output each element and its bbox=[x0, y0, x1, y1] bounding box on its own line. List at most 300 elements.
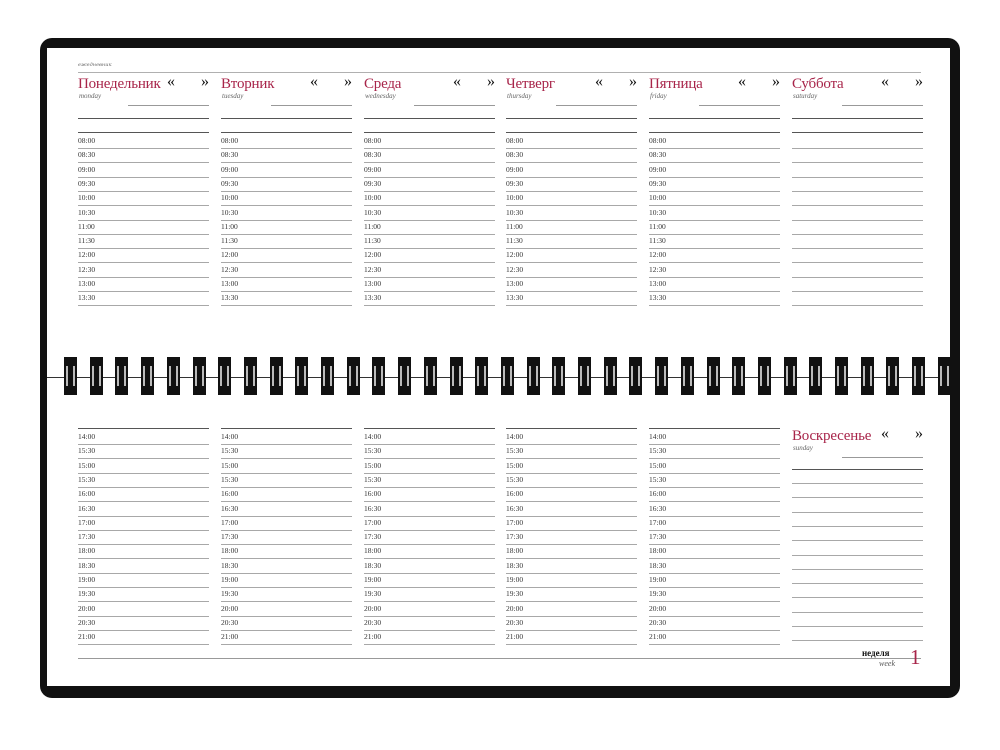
time-slot-label: 20:00 bbox=[649, 603, 667, 613]
time-slot-line[interactable] bbox=[221, 205, 352, 206]
time-slot-line[interactable] bbox=[506, 573, 637, 574]
time-slot-line[interactable] bbox=[792, 262, 923, 263]
time-slot-label: 14:00 bbox=[506, 432, 524, 441]
time-slot-line[interactable] bbox=[506, 587, 637, 588]
time-slot-line[interactable] bbox=[649, 191, 780, 192]
time-slot-label: 12:30 bbox=[221, 264, 239, 274]
day-column bbox=[506, 428, 637, 658]
time-slot-line[interactable] bbox=[792, 205, 923, 206]
day-title: Четверг bbox=[506, 76, 555, 92]
ring-wire bbox=[426, 366, 435, 386]
time-slot-line[interactable] bbox=[364, 305, 495, 306]
time-slot-line[interactable] bbox=[506, 205, 637, 206]
time-slot-label: 10:30 bbox=[221, 207, 239, 217]
time-slot-label: 10:00 bbox=[364, 193, 382, 203]
time-slot-line[interactable] bbox=[792, 234, 923, 235]
time-slot-label: 15:00 bbox=[221, 460, 239, 470]
time-slot-label: 21:00 bbox=[649, 632, 667, 642]
time-slot-line[interactable] bbox=[78, 544, 209, 545]
time-slot-line[interactable] bbox=[78, 177, 209, 178]
time-slot-line[interactable] bbox=[649, 630, 780, 631]
time-slot-line[interactable] bbox=[78, 630, 209, 631]
time-slot-line[interactable] bbox=[221, 630, 352, 631]
time-slot-label: 15:00 bbox=[506, 460, 524, 470]
notes-line bbox=[221, 132, 352, 133]
time-slot-line[interactable] bbox=[364, 148, 495, 149]
ring-wire bbox=[631, 366, 640, 386]
time-slot-line[interactable] bbox=[649, 177, 780, 178]
day-subtitle: sunday bbox=[793, 444, 813, 452]
time-slot-line[interactable] bbox=[78, 516, 209, 517]
time-slot-line[interactable] bbox=[364, 473, 495, 474]
notes-line bbox=[649, 132, 780, 133]
time-slot-label: 09:30 bbox=[78, 178, 96, 188]
notes-line[interactable] bbox=[792, 569, 923, 570]
day-column bbox=[364, 428, 495, 658]
time-slot-line[interactable] bbox=[649, 501, 780, 502]
time-slot-line[interactable] bbox=[221, 444, 352, 445]
time-slot-line[interactable] bbox=[364, 558, 495, 559]
time-slot-line[interactable] bbox=[649, 444, 780, 445]
time-slot-label: 11:30 bbox=[364, 236, 381, 246]
notes-line bbox=[78, 118, 209, 119]
time-slot-line[interactable] bbox=[506, 616, 637, 617]
time-slot-line[interactable] bbox=[364, 248, 495, 249]
time-slot-label: 17:00 bbox=[649, 517, 667, 527]
notes-line[interactable] bbox=[792, 555, 923, 556]
binding-ring bbox=[372, 357, 385, 395]
time-slot-label: 08:30 bbox=[649, 150, 667, 160]
notes-line[interactable] bbox=[792, 526, 923, 527]
next-day-arrow[interactable]: » bbox=[344, 73, 352, 90]
time-slot-label: 16:00 bbox=[506, 489, 524, 499]
time-slot-line[interactable] bbox=[78, 248, 209, 249]
time-slot-line[interactable] bbox=[221, 530, 352, 531]
time-slot-label: 10:30 bbox=[506, 207, 524, 217]
binding-ring bbox=[707, 357, 720, 395]
ring-wire bbox=[863, 366, 872, 386]
time-slot-line[interactable] bbox=[78, 205, 209, 206]
time-slot-line[interactable] bbox=[649, 220, 780, 221]
time-slot-line[interactable] bbox=[649, 205, 780, 206]
time-slot-line[interactable] bbox=[649, 305, 780, 306]
time-slot-line[interactable] bbox=[506, 601, 637, 602]
time-slot-line[interactable] bbox=[649, 544, 780, 545]
time-slot-label: 15:00 bbox=[649, 460, 667, 470]
time-slot-line[interactable] bbox=[78, 220, 209, 221]
time-slot-line[interactable] bbox=[78, 305, 209, 306]
ring-wire bbox=[143, 366, 152, 386]
time-slot-line[interactable] bbox=[78, 234, 209, 235]
time-slot-line[interactable] bbox=[364, 630, 495, 631]
ring-wire bbox=[400, 366, 409, 386]
time-slot-line[interactable] bbox=[649, 148, 780, 149]
binding-ring bbox=[604, 357, 617, 395]
time-slot-line[interactable] bbox=[78, 573, 209, 574]
binding-ring bbox=[501, 357, 514, 395]
time-slot-line[interactable] bbox=[364, 162, 495, 163]
time-slot-line[interactable] bbox=[221, 501, 352, 502]
time-slot-label: 09:30 bbox=[364, 178, 382, 188]
time-slot-line[interactable] bbox=[364, 501, 495, 502]
time-slot-line[interactable] bbox=[221, 177, 352, 178]
time-slot-label: 16:30 bbox=[649, 503, 667, 513]
binding-ring bbox=[835, 357, 848, 395]
time-slot-label: 16:00 bbox=[221, 489, 239, 499]
time-slot-label: 18:00 bbox=[649, 546, 667, 556]
time-slot-line[interactable] bbox=[221, 458, 352, 459]
time-slot-line[interactable] bbox=[364, 277, 495, 278]
time-slot-line[interactable] bbox=[78, 644, 209, 645]
binding-ring bbox=[784, 357, 797, 395]
ring-wire bbox=[580, 366, 589, 386]
time-slot-line[interactable] bbox=[78, 291, 209, 292]
time-slot-line[interactable] bbox=[78, 262, 209, 263]
time-slot-line[interactable] bbox=[221, 148, 352, 149]
time-slot-line[interactable] bbox=[364, 262, 495, 263]
notes-line[interactable] bbox=[792, 512, 923, 513]
time-slot-line[interactable] bbox=[221, 162, 352, 163]
time-slot-label: 20:30 bbox=[78, 617, 96, 627]
time-slot-label: 15:30 bbox=[364, 474, 382, 484]
notes-line bbox=[792, 132, 923, 133]
time-slot-label: 09:00 bbox=[649, 164, 667, 174]
time-slot-label: 18:30 bbox=[649, 560, 667, 570]
header-rule bbox=[842, 457, 923, 458]
ring-wire bbox=[477, 366, 486, 386]
time-slot-label: 20:00 bbox=[78, 603, 96, 613]
binding-ring bbox=[886, 357, 899, 395]
day-column bbox=[506, 74, 637, 314]
time-slot-line[interactable] bbox=[364, 291, 495, 292]
prev-day-arrow[interactable]: « bbox=[453, 73, 461, 90]
time-slot-line[interactable] bbox=[506, 544, 637, 545]
binding-ring bbox=[758, 357, 771, 395]
notes-line[interactable] bbox=[792, 612, 923, 613]
binding-ring bbox=[861, 357, 874, 395]
time-slot-label: 12:00 bbox=[221, 250, 239, 260]
prev-day-arrow[interactable]: « bbox=[881, 425, 889, 442]
time-slot-label: 19:30 bbox=[649, 589, 667, 599]
time-slot-line[interactable] bbox=[506, 458, 637, 459]
time-slot-line[interactable] bbox=[221, 487, 352, 488]
notes-line[interactable] bbox=[792, 483, 923, 484]
time-slot-label: 09:30 bbox=[506, 178, 524, 188]
time-slot-line[interactable] bbox=[506, 162, 637, 163]
time-slot-line[interactable] bbox=[221, 558, 352, 559]
time-slot-line[interactable] bbox=[221, 305, 352, 306]
time-slot-line[interactable] bbox=[649, 277, 780, 278]
time-slot-line[interactable] bbox=[506, 148, 637, 149]
prev-day-arrow[interactable]: « bbox=[310, 73, 318, 90]
day-title: Понедельник bbox=[78, 76, 161, 92]
time-slot-line[interactable] bbox=[221, 587, 352, 588]
time-slot-line[interactable] bbox=[649, 248, 780, 249]
ring-wire bbox=[888, 366, 897, 386]
time-slot-line[interactable] bbox=[78, 601, 209, 602]
time-slot-label: 13:00 bbox=[78, 279, 96, 288]
time-slot-line[interactable] bbox=[364, 616, 495, 617]
prev-day-arrow[interactable]: « bbox=[595, 73, 603, 90]
ring-wire bbox=[529, 366, 538, 386]
time-slot-label: 18:30 bbox=[221, 560, 239, 570]
time-slot-line[interactable] bbox=[78, 473, 209, 474]
prev-day-arrow[interactable]: « bbox=[881, 73, 889, 90]
time-slot-line[interactable] bbox=[78, 530, 209, 531]
day-subtitle: saturday bbox=[793, 92, 818, 100]
time-slot-label: 13:30 bbox=[78, 293, 96, 303]
time-slot-line[interactable] bbox=[364, 444, 495, 445]
time-slot-line[interactable] bbox=[506, 277, 637, 278]
time-slot-line[interactable] bbox=[78, 458, 209, 459]
time-slot-line[interactable] bbox=[649, 262, 780, 263]
time-slot-line[interactable] bbox=[221, 516, 352, 517]
time-slot-line[interactable] bbox=[506, 191, 637, 192]
ring-wire bbox=[734, 366, 743, 386]
notes-line bbox=[792, 118, 923, 119]
ring-wire bbox=[169, 366, 178, 386]
time-slot-line[interactable] bbox=[792, 291, 923, 292]
time-slot-line[interactable] bbox=[78, 148, 209, 149]
time-slot-line[interactable] bbox=[364, 487, 495, 488]
time-slot-line[interactable] bbox=[649, 487, 780, 488]
time-slot-label: 15:30 bbox=[221, 474, 239, 484]
binding-ring bbox=[321, 357, 334, 395]
time-slot-label: 17:30 bbox=[506, 532, 524, 542]
time-slot-label: 11:00 bbox=[649, 221, 666, 231]
time-slot-label: 09:00 bbox=[221, 164, 239, 174]
time-slot-line[interactable] bbox=[364, 587, 495, 588]
day-title: Пятница bbox=[649, 76, 703, 92]
time-slot-line[interactable] bbox=[78, 558, 209, 559]
time-slot-line[interactable] bbox=[221, 220, 352, 221]
time-slot-line[interactable] bbox=[506, 177, 637, 178]
time-slot-line[interactable] bbox=[649, 573, 780, 574]
binding-ring bbox=[809, 357, 822, 395]
time-slot-line[interactable] bbox=[78, 487, 209, 488]
time-slot-line[interactable] bbox=[221, 601, 352, 602]
time-slot-label: 20:00 bbox=[506, 603, 524, 613]
time-slot-line[interactable] bbox=[221, 573, 352, 574]
time-slot-line[interactable] bbox=[78, 191, 209, 192]
next-day-arrow[interactable]: » bbox=[915, 425, 923, 442]
time-slot-line[interactable] bbox=[649, 601, 780, 602]
time-slot-line[interactable] bbox=[792, 277, 923, 278]
time-slot-line[interactable] bbox=[364, 177, 495, 178]
time-slot-line[interactable] bbox=[364, 458, 495, 459]
time-slot-line[interactable] bbox=[364, 191, 495, 192]
time-slot-line[interactable] bbox=[221, 262, 352, 263]
time-slot-label: 16:30 bbox=[364, 503, 382, 513]
binding-ring bbox=[244, 357, 257, 395]
next-day-arrow[interactable]: » bbox=[629, 73, 637, 90]
notes-line[interactable] bbox=[792, 626, 923, 627]
time-slot-label: 13:30 bbox=[649, 293, 667, 303]
time-slot-label: 16:00 bbox=[649, 489, 667, 499]
notes-line bbox=[364, 118, 495, 119]
time-slot-line[interactable] bbox=[649, 516, 780, 517]
time-slot-label: 18:00 bbox=[221, 546, 239, 556]
time-slot-line[interactable] bbox=[78, 587, 209, 588]
time-slot-label: 15:30 bbox=[649, 474, 667, 484]
time-slot-line[interactable] bbox=[506, 487, 637, 488]
time-slot-line[interactable] bbox=[221, 234, 352, 235]
time-slot-label: 14:00 bbox=[78, 432, 96, 441]
time-slot-label: 11:30 bbox=[78, 236, 95, 246]
time-slot-line[interactable] bbox=[221, 616, 352, 617]
next-day-arrow[interactable]: » bbox=[772, 73, 780, 90]
time-slot-label: 17:00 bbox=[221, 517, 239, 527]
binding-ring bbox=[552, 357, 565, 395]
prev-day-arrow[interactable]: « bbox=[167, 73, 175, 90]
day-title: Вторник bbox=[221, 76, 275, 92]
binding-ring bbox=[475, 357, 488, 395]
time-slot-line[interactable] bbox=[78, 162, 209, 163]
day-column bbox=[78, 428, 209, 658]
time-slot-label: 21:00 bbox=[78, 632, 96, 642]
time-slot-line[interactable] bbox=[506, 305, 637, 306]
notes-line bbox=[506, 132, 637, 133]
time-slot-line[interactable] bbox=[649, 587, 780, 588]
ring-wire bbox=[606, 366, 615, 386]
next-day-arrow[interactable]: » bbox=[201, 73, 209, 90]
next-day-arrow[interactable]: » bbox=[487, 73, 495, 90]
time-slot-line[interactable] bbox=[649, 234, 780, 235]
time-slot-line[interactable] bbox=[506, 291, 637, 292]
time-slot-line[interactable] bbox=[78, 616, 209, 617]
time-slot-label: 20:30 bbox=[364, 617, 382, 627]
day-column bbox=[364, 74, 495, 314]
day-subtitle: thursday bbox=[507, 92, 532, 100]
binding-ring bbox=[347, 357, 360, 395]
time-slot-line[interactable] bbox=[221, 473, 352, 474]
time-slot-line[interactable] bbox=[364, 530, 495, 531]
time-slot-label: 17:00 bbox=[78, 517, 96, 527]
header-rule bbox=[271, 105, 352, 106]
time-slot-label: 14:00 bbox=[364, 432, 382, 441]
header-label: ежедневник bbox=[78, 62, 112, 68]
header-rule bbox=[699, 105, 780, 106]
notes-line[interactable] bbox=[792, 583, 923, 584]
time-slot-line[interactable] bbox=[364, 234, 495, 235]
time-slot-line[interactable] bbox=[221, 544, 352, 545]
time-slot-line[interactable] bbox=[506, 234, 637, 235]
time-slot-line[interactable] bbox=[506, 558, 637, 559]
time-slot-line[interactable] bbox=[792, 305, 923, 306]
time-slot-line[interactable] bbox=[792, 220, 923, 221]
time-slot-line[interactable] bbox=[649, 558, 780, 559]
time-slot-line[interactable] bbox=[506, 630, 637, 631]
time-slot-line[interactable] bbox=[506, 516, 637, 517]
prev-day-arrow[interactable]: « bbox=[738, 73, 746, 90]
time-slot-line[interactable] bbox=[506, 530, 637, 531]
ring-wire bbox=[914, 366, 923, 386]
time-slot-label: 12:00 bbox=[78, 250, 96, 260]
time-slot-label: 15:00 bbox=[78, 460, 96, 470]
time-slot-line[interactable] bbox=[649, 473, 780, 474]
time-slot-label: 16:30 bbox=[506, 503, 524, 513]
notes-line[interactable] bbox=[792, 640, 923, 641]
time-slot-line[interactable] bbox=[364, 573, 495, 574]
time-slot-line[interactable] bbox=[649, 530, 780, 531]
time-slot-label: 11:30 bbox=[506, 236, 523, 246]
next-day-arrow[interactable]: » bbox=[915, 73, 923, 90]
ring-wire bbox=[786, 366, 795, 386]
time-slot-line[interactable] bbox=[364, 601, 495, 602]
time-slot-label: 19:30 bbox=[221, 589, 239, 599]
time-slot-line[interactable] bbox=[649, 458, 780, 459]
time-slot-line[interactable] bbox=[792, 162, 923, 163]
time-slot-line[interactable] bbox=[221, 248, 352, 249]
time-slot-label: 11:00 bbox=[506, 221, 523, 231]
time-slot-line[interactable] bbox=[221, 277, 352, 278]
time-slot-line bbox=[506, 428, 637, 429]
time-slot-label: 09:30 bbox=[221, 178, 239, 188]
time-slot-line[interactable] bbox=[649, 291, 780, 292]
time-slot-line[interactable] bbox=[364, 205, 495, 206]
time-slot-line[interactable] bbox=[792, 248, 923, 249]
notes-line[interactable] bbox=[792, 497, 923, 498]
time-slot-line[interactable] bbox=[506, 248, 637, 249]
time-slot-label: 11:30 bbox=[221, 236, 238, 246]
header-rule bbox=[842, 105, 923, 106]
time-slot-line[interactable] bbox=[364, 544, 495, 545]
time-slot-label: 19:00 bbox=[221, 575, 239, 584]
time-slot-line[interactable] bbox=[506, 220, 637, 221]
time-slot-label: 13:00 bbox=[506, 279, 524, 288]
time-slot-line[interactable] bbox=[78, 277, 209, 278]
time-slot-line[interactable] bbox=[221, 291, 352, 292]
time-slot-line[interactable] bbox=[78, 444, 209, 445]
time-slot-line[interactable] bbox=[506, 444, 637, 445]
time-slot-line[interactable] bbox=[792, 177, 923, 178]
notes-line[interactable] bbox=[792, 597, 923, 598]
time-slot-label: 08:00 bbox=[649, 136, 667, 145]
footer-rule bbox=[78, 658, 921, 659]
binding-ring bbox=[115, 357, 128, 395]
time-slot-line[interactable] bbox=[364, 220, 495, 221]
time-slot-line[interactable] bbox=[506, 473, 637, 474]
time-slot-label: 18:30 bbox=[364, 560, 382, 570]
time-slot-line[interactable] bbox=[221, 644, 352, 645]
time-slot-line[interactable] bbox=[78, 501, 209, 502]
time-slot-line[interactable] bbox=[649, 162, 780, 163]
time-slot-label: 13:00 bbox=[364, 279, 382, 288]
time-slot-label: 13:30 bbox=[364, 293, 382, 303]
time-slot-line[interactable] bbox=[506, 501, 637, 502]
time-slot-line[interactable] bbox=[792, 191, 923, 192]
time-slot-line[interactable] bbox=[506, 262, 637, 263]
time-slot-label: 19:00 bbox=[506, 575, 524, 584]
ring-wire bbox=[117, 366, 126, 386]
notes-line[interactable] bbox=[792, 540, 923, 541]
time-slot-label: 17:30 bbox=[78, 532, 96, 542]
time-slot-label: 11:00 bbox=[364, 221, 381, 231]
time-slot-line[interactable] bbox=[364, 516, 495, 517]
time-slot-label: 21:00 bbox=[506, 632, 524, 642]
time-slot-line[interactable] bbox=[364, 644, 495, 645]
time-slot-label: 18:00 bbox=[506, 546, 524, 556]
time-slot-line[interactable] bbox=[649, 644, 780, 645]
time-slot-label: 18:00 bbox=[364, 546, 382, 556]
time-slot-line[interactable] bbox=[221, 191, 352, 192]
time-slot-line[interactable] bbox=[649, 616, 780, 617]
ring-wire bbox=[452, 366, 461, 386]
binding-ring bbox=[655, 357, 668, 395]
time-slot-line[interactable] bbox=[506, 644, 637, 645]
time-slot-label: 12:00 bbox=[506, 250, 524, 260]
time-slot-line[interactable] bbox=[792, 148, 923, 149]
